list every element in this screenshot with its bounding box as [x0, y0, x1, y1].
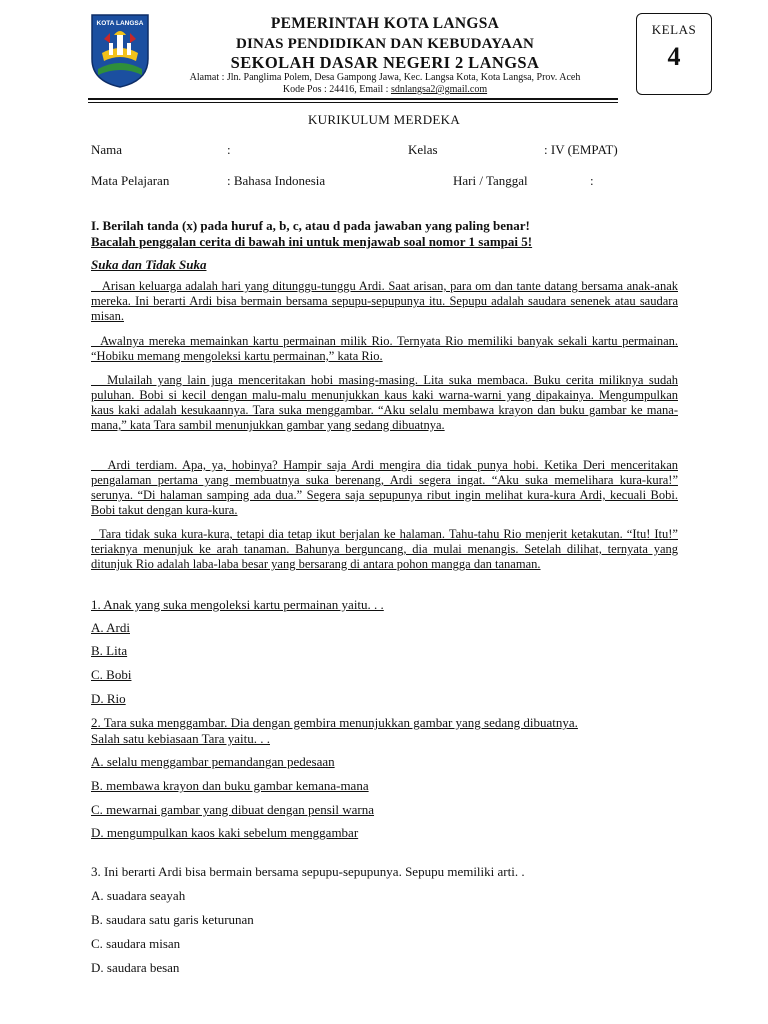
school-name: SEKOLAH DASAR NEGERI 2 LANGSA [230, 53, 540, 72]
question-3: 3. Ini berarti Ardi bisa bermain bersama sepupu-sepupunya. Sepupu memiliki arti. . [91, 864, 525, 879]
q3-option-a[interactable]: A. suadara seayah [91, 888, 186, 903]
story-paragraph-2: Awalnya mereka memainkan kartu permainan milik Rio. Ternyata Rio memiliki banyak sekali kartu permainan. “Hobiku memang mengoleksi kartu permainan,” kata Rio. [91, 334, 678, 363]
story-paragraph-4: Ardi terdiam. Apa, ya, hobinya? Hampir saja Ardi mengira dia tidak punya hobi. Ketika Deri menceritakan pengalaman pertama yang membuatnya suka berenang, Ardi segera ingat. “Aku suka memelihara kura-kura!” serunya. “Di halaman samping ada dua.” Segera saja sepupunya ribut ingin melihat kura-kura Ardi, kecuali Bobi. Bobi takut dengan kura-kura. [91, 458, 678, 517]
hari-tanggal-colon: : [590, 173, 594, 188]
kelas-label: Kelas [408, 142, 438, 157]
q1-option-c[interactable]: C. Bobi [91, 667, 132, 682]
header-rule-thick [88, 98, 618, 100]
mapel-value: : Bahasa Indonesia [227, 173, 326, 188]
story-paragraph-1: Arisan keluarga adalah hari yang ditunggu-tunggu Ardi. Saat arisan, para om dan tante datang bersama anak-anak mereka. Ini berarti Ardi bisa bermain bersama sepupu-sepupunya itu. Sepupu adalah saudara senenek atau saudara misan. [91, 279, 678, 323]
nama-colon: : [227, 142, 231, 157]
q2-option-c[interactable]: C. mewarnai gambar yang dibuat dengan pensil warna [91, 802, 375, 817]
city-logo [90, 13, 150, 89]
kelas-box-value: 4 [667, 42, 681, 71]
government-name: PEMERINTAH KOTA LANGSA [270, 15, 500, 32]
q1-option-d[interactable]: D. Rio [91, 691, 126, 706]
question-1: 1. Anak yang suka mengoleksi kartu permainan yaitu. . . [91, 597, 384, 612]
story-title: Suka dan Tidak Suka [91, 257, 207, 272]
postal-code: Kode Pos : 24416, Email : [282, 84, 391, 95]
mapel-label: Mata Pelajaran [91, 173, 170, 188]
department-name: DINAS PENDIDIKAN DAN KEBUDAYAAN [235, 36, 535, 52]
page-title: KURIKULUM MERDEKA [307, 112, 461, 127]
logo-text: KOTA LANGSA [96, 20, 144, 27]
story-paragraph-3: Mulailah yang lain juga menceritakan hobi masing-masing. Lita suka membaca. Buku cerita miliknya sudah puluhan. Bobi si kecil dengan malu-malu menunjukkan kaus kaki warna-warni yang dipakainya. Mengumpulkan kaus kaki adalah kesukaannya. Tara suka menggambar. “Aku selalu membawa krayon dan buku gambar ke mana-mana,” kata Tara sambil menunjukkan gambar yang sedang dibuatnya. [91, 373, 678, 432]
hari-tanggal-label: Hari / Tanggal [453, 173, 528, 188]
question-2-line-1: 2. Tara suka menggambar. Dia dengan gembira menunjukkan gambar yang sedang dibuatnya. [91, 715, 578, 730]
q3-option-c[interactable]: C. saudara misan [91, 936, 181, 951]
q2-option-d[interactable]: D. mengumpulkan kaos kaki sebelum menggambar [91, 825, 359, 840]
header-rule-thin [88, 102, 618, 103]
kelas-box-label: KELAS [651, 22, 697, 37]
postal-email-line [150, 85, 620, 95]
q1-option-a[interactable]: A. Ardi [91, 620, 130, 635]
story-paragraph-5: Tara tidak suka kura-kura, tetapi dia tetap ikut berjalan ke halaman. Tahu-tahu Rio menjerit ketakutan. “Itu! Itu!” teriaknya menunjuk ke arah tanaman. Bahunya berguncang, dia mulai menangis. Setelah dilihat, ternyata yang ditunjuk Rio adalah laba-laba besar yang bersarang di antara pohon mangga dan tanaman. [91, 527, 678, 571]
q3-option-b[interactable]: B. saudara satu garis keturunan [91, 912, 254, 927]
instruction-line-2: Bacalah penggalan cerita di bawah ini untuk menjawab soal nomor 1 sampai 5! [91, 234, 533, 249]
kelas-value: : IV (EMPAT) [544, 142, 618, 157]
instruction-line-1: I. Berilah tanda (x) pada huruf a, b, c, atau d pada jawaban yang paling benar! [91, 218, 530, 233]
nama-label: Nama [91, 142, 123, 157]
q3-option-d[interactable]: D. saudara besan [91, 960, 180, 975]
q2-option-b[interactable]: B. membawa krayon dan buku gambar kemana-mana [91, 778, 369, 793]
q1-option-b[interactable]: B. Lita [91, 643, 128, 658]
email-link[interactable]: sdnlangsa2@gmail.com [390, 84, 488, 95]
school-address: Alamat : Jln. Panglima Polem, Desa Gampong Jawa, Kec. Langsa Kota, Kota Langsa, Prov. Aceh [189, 72, 581, 83]
question-2-line-2: Salah satu kebiasaan Tara yaitu. . . [91, 731, 270, 746]
q2-option-a[interactable]: A. selalu menggambar pemandangan pedesaan [91, 754, 335, 769]
kelas-box [636, 13, 712, 95]
